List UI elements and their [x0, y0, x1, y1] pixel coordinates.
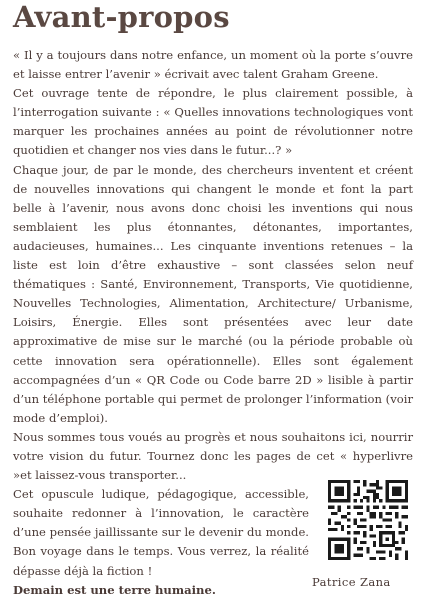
author-signature: Patrice Zana: [312, 575, 391, 589]
paragraph-quote: « Il y a toujours dans notre enfance, un moment où la porte s’ouvre et laisse entrer l’avenir » écrivait avec talent Graham Greene.: [13, 48, 413, 82]
closing-line: Demain est une terre humaine.: [13, 582, 216, 597]
paragraph-inventions: Chaque jour, de par le monde, des chercheurs inventent et créent de nouvelles innovations qui changent le monde et font la part belle à l’avenir, nous avons donc choisi les inventions qui nous semblaient les plus étonnantes, détonantes, importantes, audacieuses, humaines... Les cinquante inventions retenues – la liste est loin d’être exhaustive – sont classées selon neuf thématiques : Santé, Environnement, Transports, Vie quotidienne, Nouvelles Technologies, Alimentation, Architecture/ Urbanisme, Loisirs, Énergie. Elles sont présentées avec leur date approximative de mise sur le marché (ou la période probable où cette innovation sera opérationnelle). Elles sont également accompagnées d’un « QR Code ou Code barre 2D » lisible à partir d’un téléphone portable qui permet de prolonger l’information (voir mode d’emploi).: [13, 162, 413, 425]
paragraph-progress: Nous sommes tous voués au progrès et nous souhaitons ici, nourrir votre vision du futur. Tournez donc les pages de cet « hyperlivre »et laissez-vous transporter...: [13, 429, 413, 483]
page-title: Avant-propos: [13, 0, 230, 34]
paragraph-question: Cet ouvrage tente de répondre, le plus clairement possible, à l’interrogation suivante : « Quelles innovations technologiques vont marquer les prochaines années au point de révolutionner notre quotidien et changer nos vies dans le futur...? »: [13, 86, 413, 158]
qr-code-icon: [328, 480, 408, 560]
paragraph-opuscule: Cet opuscule ludique, pédagogique, accessible, souhaite redonner à l’innovation, le caractère d’une pensée jaillissante sur le devenir du monde. Bon voyage dans le temps. Vous verrez, la réalité dépasse déjà la fiction !: [13, 487, 309, 578]
